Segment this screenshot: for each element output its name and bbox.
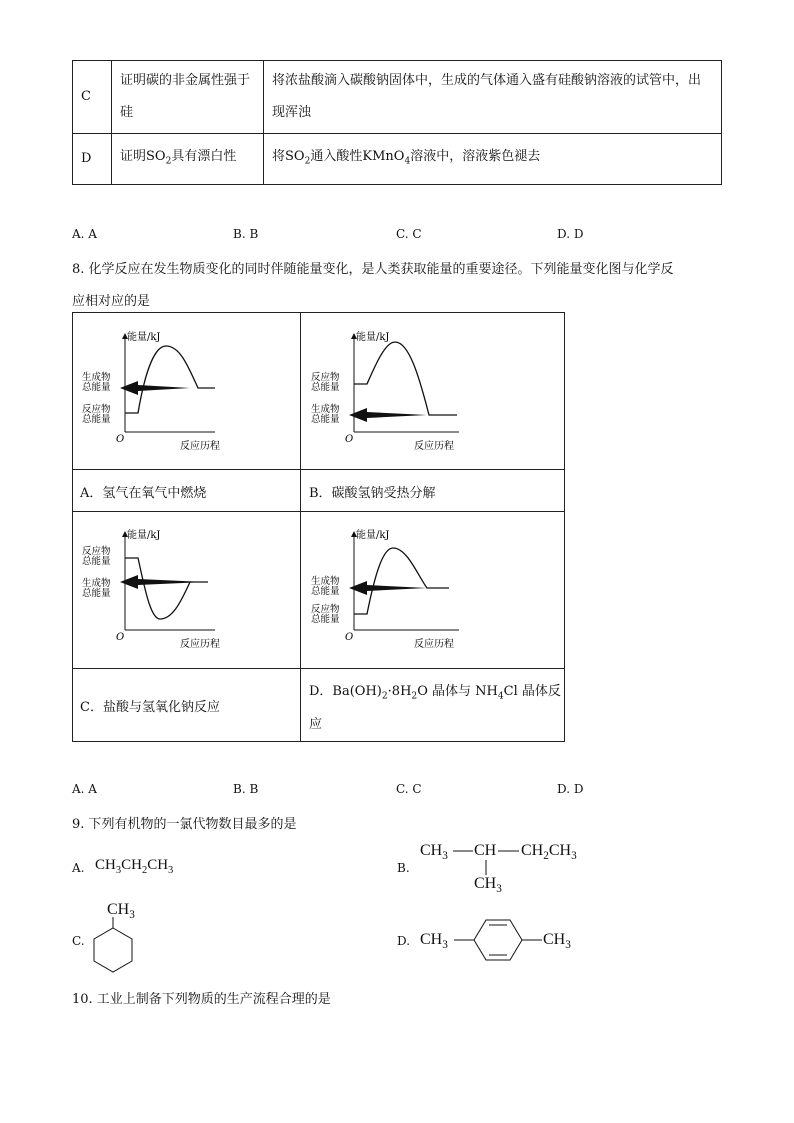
energy-diagram-c	[80, 524, 230, 659]
q7-option-a[interactable]: A. A	[72, 227, 97, 241]
caption-c: C．盐酸与氢氧化钠反应	[80, 700, 220, 715]
benzene-ring	[450, 915, 550, 965]
q8-option-b[interactable]: B. B	[233, 782, 259, 796]
q9-option-b-ch2ch3: $CH_2CH_3$	[521, 842, 577, 863]
svg-text:反应物: 反应物	[82, 546, 111, 557]
svg-text:总能量: 总能量	[82, 588, 111, 599]
svg-text:总能量: 总能量	[311, 614, 340, 625]
energy-diagram-a	[80, 326, 230, 461]
q9-option-d-label[interactable]: D.	[397, 934, 411, 948]
q8-stem-line1: 8. 化学反应在发生物质变化的同时伴随能量变化，是人类获取能量的重要途径。下列能量变化图与化学反	[72, 262, 674, 277]
cyclohexane-ring	[88, 915, 148, 980]
caption-d-line2: 应	[309, 717, 323, 732]
energy-diagram-d	[309, 524, 479, 659]
svg-text:能量/kJ: 能量/kJ	[127, 332, 161, 343]
svg-text:反应历程: 反应历程	[414, 639, 454, 650]
svg-text:反应物: 反应物	[82, 404, 111, 415]
svg-text:总能量: 总能量	[311, 414, 340, 425]
svg-text:反应历程: 反应历程	[180, 639, 220, 650]
caption-a: A．氢气在氧气中燃烧	[80, 486, 207, 501]
q7-option-b[interactable]: B. B	[233, 227, 259, 241]
row-label: C	[73, 61, 112, 134]
q8-option-c[interactable]: C. C	[396, 782, 422, 796]
q9-option-d-right-ch3: $CH_3$	[543, 931, 571, 952]
q9-option-c-methyl: $CH_3$	[107, 901, 135, 922]
table-row	[73, 134, 722, 185]
row-label: D	[73, 134, 112, 185]
svg-text:O: O	[345, 434, 354, 445]
q9-option-a-formula: $CH_3CH_2CH_3$	[95, 857, 174, 876]
svg-text:能量/kJ: 能量/kJ	[356, 530, 390, 541]
caption-b: B．碳酸氢钠受热分解	[309, 486, 436, 501]
q10-stem: 10. 工业上制备下列物质的生产流程合理的是	[72, 992, 331, 1007]
svg-text:能量/kJ: 能量/kJ	[127, 530, 161, 541]
q9-option-d-left-ch3: $CH_3$	[420, 931, 448, 952]
svg-text:总能量: 总能量	[311, 382, 340, 393]
q9-option-a-label[interactable]: A.	[72, 861, 85, 875]
svg-text:反应历程: 反应历程	[414, 441, 454, 452]
svg-text:生成物: 生成物	[82, 578, 111, 589]
svg-text:总能量: 总能量	[82, 556, 111, 567]
row-aim: 证明$SO_2$具有漂白性	[112, 134, 264, 185]
q9-stem: 9. 下列有机物的一氯代物数目最多的是	[72, 817, 297, 832]
svg-text:总能量: 总能量	[311, 586, 340, 597]
svg-text:O: O	[116, 434, 125, 445]
svg-text:生成物: 生成物	[311, 576, 340, 587]
svg-text:能量/kJ: 能量/kJ	[356, 332, 390, 343]
svg-text:总能量: 总能量	[82, 414, 111, 425]
q9-option-c-label[interactable]: C.	[72, 934, 85, 948]
svg-text:反应历程: 反应历程	[180, 441, 220, 452]
svg-text:反应物: 反应物	[311, 372, 340, 383]
row-method: 将浓盐酸滴入碳酸钠固体中，生成的气体通入盛有硅酸钠溶液的试管中，出现浑浊	[264, 61, 722, 134]
q9-option-b-branch: $CH_3$	[474, 875, 502, 896]
table-row	[73, 61, 722, 134]
experiment-table	[72, 60, 722, 185]
svg-text:生成物: 生成物	[311, 404, 340, 415]
svg-text:生成物: 生成物	[82, 372, 111, 383]
row-method: 将$SO_2$通入酸性KMnO$_4$溶液中，溶液紫色褪去	[264, 134, 722, 185]
q9-option-b-ch: CH	[474, 842, 497, 859]
q7-option-c[interactable]: C. C	[396, 227, 422, 241]
q8-option-a[interactable]: A. A	[72, 782, 97, 796]
svg-text:O: O	[116, 632, 125, 643]
q8-option-d[interactable]: D. D	[557, 782, 584, 796]
q9-option-b-label[interactable]: B.	[397, 861, 410, 875]
svg-text:反应物: 反应物	[311, 604, 340, 615]
energy-diagram-b	[309, 326, 479, 461]
q8-stem-line2: 应相对应的是	[72, 294, 151, 309]
energy-diagram-grid	[72, 312, 565, 742]
q9-option-b-formula: $CH_3$	[420, 842, 448, 863]
caption-d: D．$Ba(OH)_2\cdot 8H_2O$ 晶体与 $NH_4Cl$ 晶体反	[309, 684, 561, 702]
q7-option-d[interactable]: D. D	[557, 227, 584, 241]
row-aim: 证明碳的非金属性强于硅	[112, 61, 264, 134]
svg-text:O: O	[345, 632, 354, 643]
svg-text:总能量: 总能量	[82, 382, 111, 393]
